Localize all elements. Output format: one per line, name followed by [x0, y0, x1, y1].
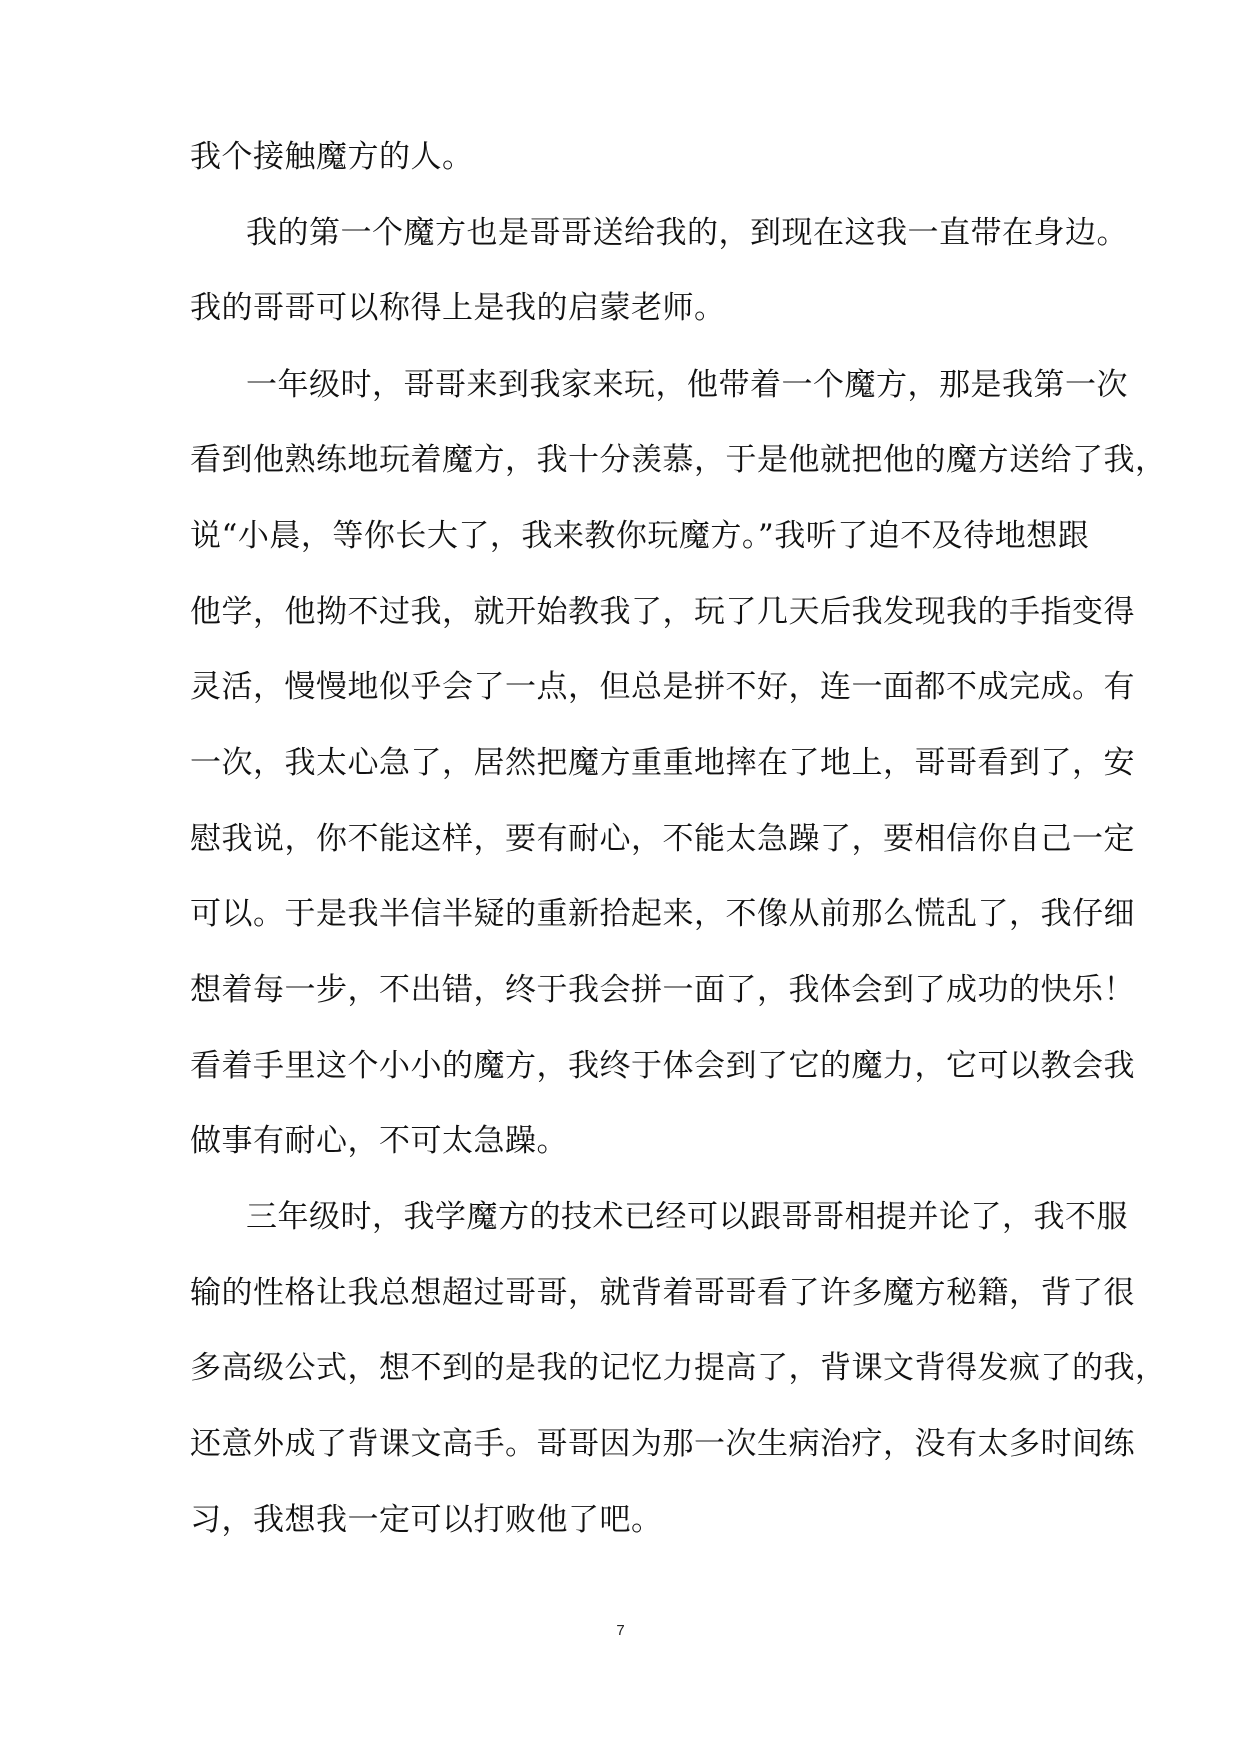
text-line: 做事有耐心，不可太急躁。: [190, 1123, 568, 1159]
text-line: 我个接触魔方的人。: [190, 139, 474, 175]
text-line: 一年级时，哥哥来到我家来玩，他带着一个魔方，那是我第一次: [246, 367, 1128, 403]
text-line: 我的哥哥可以称得上是我的启蒙老师。: [190, 290, 726, 326]
text-line: 输的性格让我总想超过哥哥，就背着哥哥看了许多魔方秘籍，背了很: [190, 1275, 1135, 1311]
text-line: 慰我说，你不能这样，要有耐心，不能太急躁了，要相信你自己一定: [190, 821, 1135, 857]
text-line: 灵活，慢慢地似乎会了一点，但总是拼不好，连一面都不成完成。有: [190, 669, 1135, 705]
page-number: 7: [616, 1622, 625, 1639]
text-line: 看到他熟练地玩着魔方，我十分羡慕，于是他就把他的魔方送给了我，: [190, 442, 1167, 478]
text-line: 可以。于是我半信半疑的重新拾起来，不像从前那么慌乱了，我仔细: [190, 896, 1135, 932]
text-line: 一次，我太心急了，居然把魔方重重地摔在了地上，哥哥看到了，安: [190, 745, 1135, 781]
text-line: 还意外成了背课文高手。哥哥因为那一次生病治疗，没有太多时间练: [190, 1426, 1135, 1462]
text-line: 他学，他拗不过我，就开始教我了，玩了几天后我发现我的手指变得: [190, 594, 1135, 630]
text-line: 多高级公式，想不到的是我的记忆力提高了，背课文背得发疯了的我，: [190, 1350, 1167, 1386]
text-line: 看着手里这个小小的魔方，我终于体会到了它的魔力，它可以教会我: [190, 1048, 1135, 1084]
text-line: 说“小晨，等你长大了，我来教你玩魔方。”我听了迫不及待地想跟: [190, 518, 1090, 554]
text-line: 我的第一个魔方也是哥哥送给我的，到现在这我一直带在身边。: [246, 215, 1128, 251]
text-line: 三年级时，我学魔方的技术已经可以跟哥哥相提并论了，我不服: [246, 1199, 1128, 1235]
text-line: 想着每一步，不出错，终于我会拼一面了，我体会到了成功的快乐！: [190, 972, 1135, 1008]
text-line: 习，我想我一定可以打败他了吧。: [190, 1502, 663, 1538]
